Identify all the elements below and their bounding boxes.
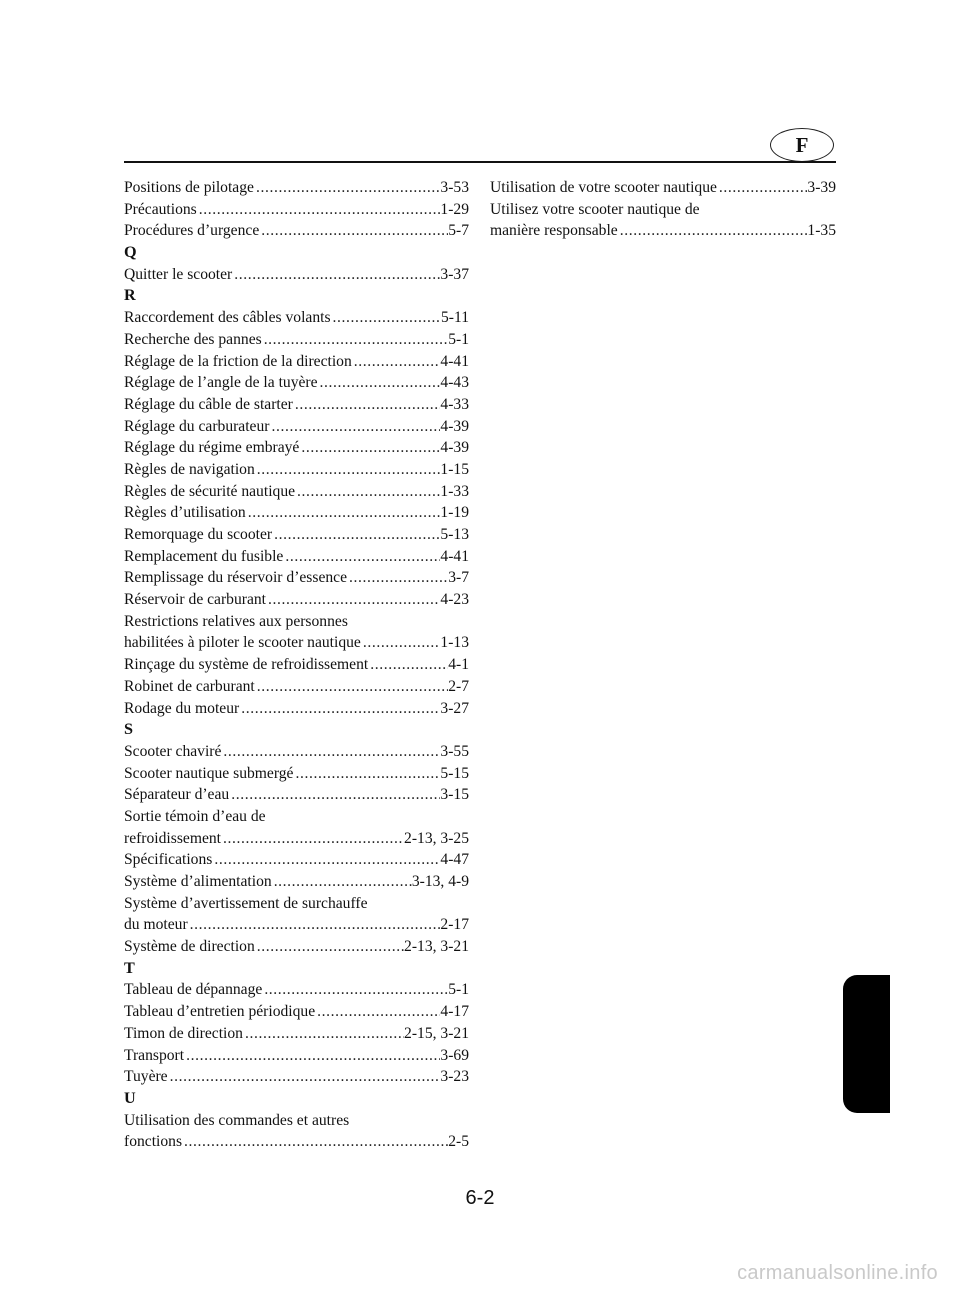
index-entry	[124, 676, 469, 698]
dot-leader	[347, 567, 448, 589]
index-entry-line: Utilisation des commandes et autres	[124, 1111, 350, 1129]
dot-leader	[318, 372, 441, 394]
index-entry-page: 2-13, 3-25	[404, 829, 469, 847]
index-entry	[124, 546, 469, 568]
index-entry-page: 2-7	[448, 677, 469, 695]
index-entry-page: 5-15	[440, 764, 469, 782]
dot-leader	[229, 784, 440, 806]
index-entry	[124, 741, 469, 763]
index-entry-page: 4-41	[440, 352, 469, 370]
index-entry-page: 5-11	[440, 309, 469, 327]
index-entry	[124, 849, 469, 871]
index-entry-text: Timon de direction	[124, 1024, 243, 1042]
dot-leader	[618, 220, 808, 242]
index-entry-page: 1-15	[440, 460, 469, 478]
index-entry-page: 5-1	[448, 981, 469, 999]
index-entry-text: Réglage du régime embrayé	[124, 439, 300, 457]
index-entry-text: Quitter le scooter	[124, 265, 233, 283]
index-entry	[124, 416, 469, 438]
index-entry-text: refroidissement	[124, 829, 221, 847]
dot-leader	[221, 741, 440, 763]
index-entry	[124, 1023, 469, 1045]
index-entry-text: Remorquage du scooter	[124, 526, 273, 543]
index-entry-page: 4-41	[440, 547, 469, 565]
index-letter-heading: R	[124, 286, 136, 305]
page-number: 6-2	[465, 1187, 495, 1209]
index-entry-page: 3-27	[440, 699, 469, 717]
dot-leader	[262, 329, 449, 351]
index-entry-text: Réglage du carburateur	[124, 417, 270, 435]
index-entry-line: Système d’avertissement de surchauffe	[124, 894, 368, 912]
index-entry	[124, 698, 469, 720]
index-entry-text: Système de direction	[124, 938, 255, 956]
index-entry-page: 3-37	[440, 265, 469, 283]
index-entry-text: habilitées à piloter le scooter nautique	[124, 634, 361, 652]
index-entry-page: 5-13	[440, 526, 469, 543]
dot-leader	[255, 676, 448, 698]
index-entry-text: Remplissage du réservoir d’essence	[124, 569, 348, 587]
dot-leader	[293, 763, 440, 785]
index-entry-page: 4-43	[440, 374, 469, 392]
index-entry-page: 3-15	[440, 786, 469, 804]
index-entry-text: Scooter chaviré	[124, 742, 222, 760]
index-entry-text: Tableau d’entretien périodique	[124, 1003, 316, 1021]
index-entry	[124, 177, 469, 199]
index-entry-page: 4-1	[448, 656, 469, 674]
index-entry	[124, 936, 469, 958]
dot-leader	[262, 979, 448, 1001]
dot-leader	[239, 698, 440, 720]
index-entry-page: 1-33	[440, 482, 469, 500]
index-entry-page: 3-39	[807, 179, 836, 196]
index-entry-text: Réglage de l’angle de la tuyère	[124, 374, 318, 392]
index-entry-line: Restrictions relatives aux personnes	[124, 612, 348, 630]
index-entry-text: Système d’alimentation	[124, 873, 272, 890]
index-entry	[124, 199, 469, 221]
watermark: carmanualsonline.info	[737, 1262, 938, 1284]
index-entry	[124, 1045, 469, 1067]
index-entry-text: Règles de navigation	[124, 460, 255, 478]
index-entry-text: Rodage du moteur	[124, 699, 240, 717]
index-entry-page: 4-33	[440, 395, 469, 413]
index-entry	[490, 177, 836, 199]
index-entry-page: 4-17	[440, 1003, 469, 1021]
index-entry	[124, 1001, 469, 1023]
index-entry	[124, 351, 469, 373]
index-entry-text: Séparateur d’eau	[124, 786, 230, 804]
index-letter-heading: Q	[124, 243, 137, 262]
index-entry	[124, 481, 469, 503]
index-entry-text: Précautions	[124, 200, 197, 218]
dot-leader	[197, 199, 441, 221]
index-entry-page: 2-15, 3-21	[404, 1024, 469, 1042]
index-entry-page: 2-5	[448, 1133, 469, 1151]
index-entry-text: fonctions	[124, 1133, 183, 1151]
index-entry	[124, 632, 469, 654]
index-entry-text: Transport	[124, 1046, 185, 1064]
index-entry-page: 4-23	[440, 591, 469, 609]
index-entry	[124, 307, 469, 329]
index-entry	[124, 589, 469, 611]
index-entry-text: Rinçage du système de refroidissement	[124, 656, 369, 674]
dot-leader	[188, 914, 441, 936]
index-entry-line: Sortie témoin d’eau de	[124, 807, 266, 825]
index-entry	[124, 437, 469, 459]
index-entry-text: Réglage de la friction de la direction	[124, 352, 352, 370]
index-entry-text: Raccordement des câbles volants	[124, 309, 331, 327]
dot-leader	[352, 351, 441, 373]
index-entry-text: Règles de sécurité nautique	[124, 482, 296, 500]
index-entry-text: Réservoir de carburant	[124, 591, 267, 609]
index-entry	[124, 329, 469, 351]
index-entry	[124, 914, 469, 936]
index-entry-text: Scooter nautique submergé	[124, 764, 294, 782]
dot-leader	[246, 502, 441, 524]
index-entry-page: 3-53	[440, 179, 469, 196]
index-entry-page: 1-35	[807, 222, 836, 240]
dot-leader	[255, 459, 441, 481]
dot-leader	[254, 177, 440, 199]
index-entry-page: 2-17	[440, 916, 469, 934]
index-entry-page: 3-13, 4-9	[411, 873, 469, 890]
header-rule	[124, 161, 836, 163]
dot-leader	[361, 632, 441, 654]
index-entry-page: 3-69	[440, 1046, 469, 1064]
index-letter-heading: T	[124, 958, 135, 977]
index-entry-text: Réglage du câble de starter	[124, 395, 293, 413]
dot-leader	[232, 264, 440, 286]
index-entry	[124, 394, 469, 416]
index-entry-page: 3-7	[448, 569, 469, 587]
dot-leader	[221, 828, 404, 850]
index-entry	[124, 264, 469, 286]
index-letter-heading: U	[124, 1088, 136, 1107]
language-badge: F	[770, 128, 834, 162]
index-column-right	[490, 177, 836, 242]
dot-leader	[295, 481, 440, 503]
index-entry-text: Robinet de carburant	[124, 677, 255, 695]
index-entry-page: 3-23	[440, 1068, 469, 1086]
dot-leader	[293, 394, 441, 416]
index-entry-line: Utilisez votre scooter nautique de	[490, 200, 700, 218]
index-entry-text: Utilisation de votre scooter nautique	[490, 179, 717, 196]
index-entry-page: 1-19	[440, 504, 469, 522]
index-entry-page: 1-29	[440, 200, 469, 218]
dot-leader	[243, 1023, 404, 1045]
index-entry-page: 1-13	[440, 634, 469, 652]
chapter-tab	[843, 975, 890, 1113]
dot-leader	[283, 546, 440, 568]
index-entry	[124, 763, 469, 785]
index-entry-text: Tuyère	[124, 1068, 168, 1086]
index-entry-page: 5-7	[448, 222, 469, 240]
index-column-left	[124, 177, 469, 1153]
index-letter-heading: S	[124, 720, 134, 739]
dot-leader	[212, 849, 440, 871]
dot-leader	[269, 416, 440, 438]
dot-leader	[182, 1131, 448, 1153]
index-entry	[124, 372, 469, 394]
index-entry	[124, 502, 469, 524]
index-entry-page: 4-47	[440, 851, 469, 869]
index-entry-page: 4-39	[440, 439, 469, 457]
index-entry	[124, 1066, 469, 1088]
index-entry	[124, 524, 469, 546]
index-entry-text: Spécifications	[124, 851, 213, 869]
index-entry-text: Positions de pilotage	[124, 179, 254, 196]
dot-leader	[717, 177, 807, 199]
index-entry	[124, 979, 469, 1001]
dot-leader	[255, 936, 404, 958]
index-entry-page: 5-1	[448, 330, 469, 348]
dot-leader	[368, 654, 448, 676]
dot-leader	[184, 1045, 440, 1067]
index-entry-page: 2-13, 3-21	[404, 938, 469, 956]
index-entry-text: manière responsable	[490, 222, 618, 240]
dot-leader	[272, 524, 440, 546]
dot-leader	[315, 1001, 440, 1023]
index-entry-page: 3-55	[440, 742, 469, 760]
index-entry	[124, 784, 469, 806]
index-entry-text: Règles d’utilisation	[124, 504, 246, 522]
index-entry	[124, 459, 469, 481]
index-entry-text: Tableau de dépannage	[124, 981, 263, 999]
index-entry	[124, 654, 469, 676]
dot-leader	[168, 1066, 441, 1088]
index-entry	[124, 871, 469, 893]
index-entry-page: 4-39	[440, 417, 469, 435]
dot-leader	[266, 589, 440, 611]
index-entry	[124, 1131, 469, 1153]
index-entry	[124, 828, 469, 850]
dot-leader	[299, 437, 440, 459]
index-entry-text: Procédures d’urgence	[124, 222, 260, 240]
index-entry	[490, 220, 836, 242]
index-entry	[124, 220, 469, 242]
index-entry-text: Remplacement du fusible	[124, 547, 284, 565]
index-entry-text: du moteur	[124, 916, 188, 934]
index-entry	[124, 567, 469, 589]
index-entry-text: Recherche des pannes	[124, 330, 262, 348]
dot-leader	[272, 871, 412, 893]
dot-leader	[259, 220, 448, 242]
dot-leader	[331, 307, 441, 329]
